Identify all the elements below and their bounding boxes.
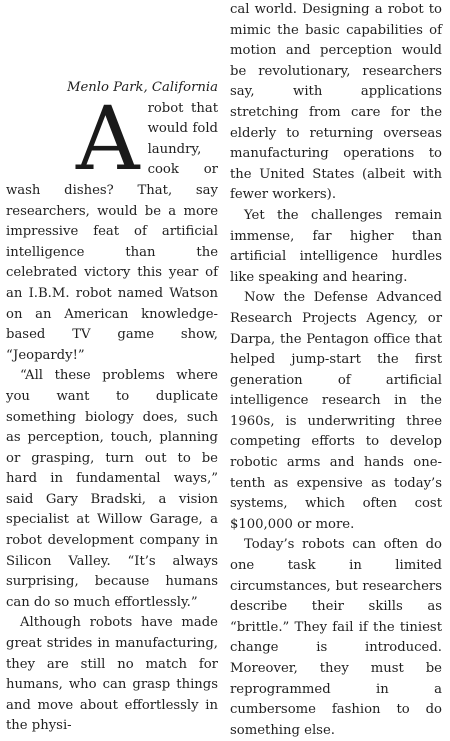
lead-paragraph-text: robot that would fold laundry, cook or wash dishes? That, say researchers, would be a more impressive feat of artificial intelligence than the celebrated victory this year of an I.B.M. robot named Watson on an American knowledge-based TV game show, “Jeopardy!” — [6, 100, 218, 363]
paragraph: Today’s robots can often do one task in limited circumstances, but researchers describe their skills as “brittle.” They fail if the tiniest change is introduced. Moreover, they must be reprogrammed in a cumbersome fashion to do something else. — [230, 537, 442, 738]
drop-cap: A — [76, 86, 140, 190]
paragraph: Although robots have made great strides in manufacturing, they are still no match for humans, who can grasp things and move about effortlessly in the physi- — [6, 615, 218, 734]
continued-paragraph: cal world. Designing a robot to mimic the basic capabilities of motion and perception would be revolutionary, researchers say, with applications stretching from care for the elderly to returning overseas manufacturing operations to the United States (albeit with fewer workers). — [230, 2, 442, 203]
dateline: Menlo Park, California — [66, 80, 218, 95]
right-column — [230, 0, 442, 741]
left-column — [6, 78, 218, 737]
paragraph: Now the Defense Advanced Research Projects Agency, or Darpa, the Pentagon office that helped jump-start the first generation of artificial intelligence research in the 1960s, is underwriting three competing efforts to develop robotic arms and hands one-tenth as expensive as today’s systems, which often cost $100,000 or more. — [230, 290, 442, 532]
paragraph: Yet the challenges remain immense, far higher than artificial intelligence hurdles like speaking and hearing. — [230, 207, 442, 285]
paragraph: “All these problems where you want to duplicate something biology does, such as perception, touch, planning or grasping, turn out to be hard in fundamental ways,” said Gary Bradski, a vision specialist at Willow Garage, a robot development company in Silicon Valley. “It’s always surprising, because humans can do so much effortlessly.” — [6, 368, 218, 610]
